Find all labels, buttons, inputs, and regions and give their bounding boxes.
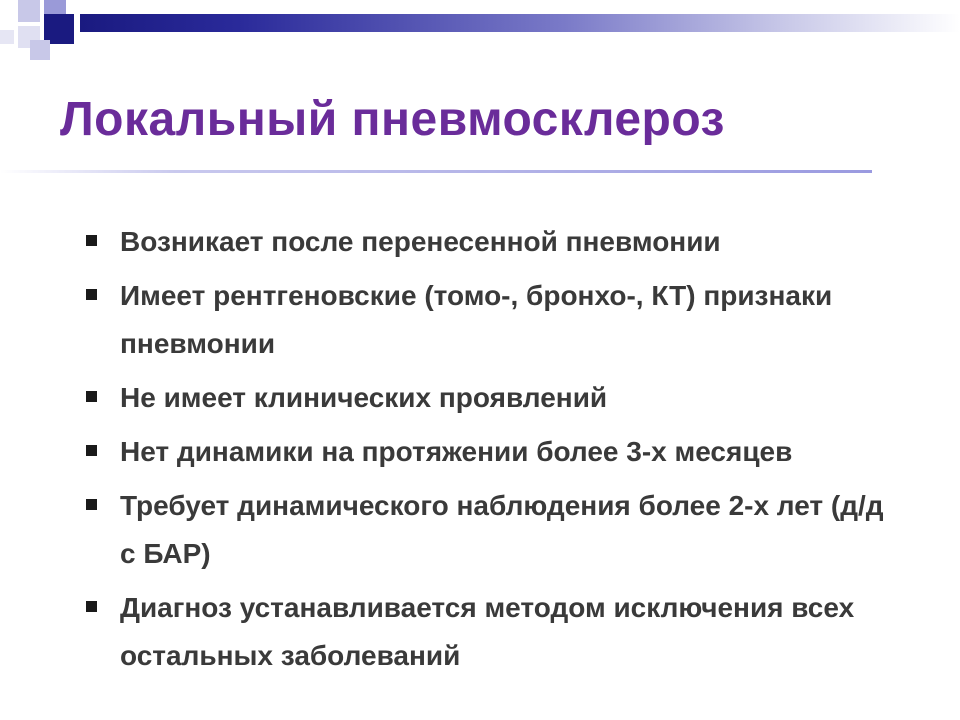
square-bullet-icon bbox=[86, 235, 97, 246]
square-bullet-icon bbox=[86, 391, 97, 402]
bullet-item bbox=[80, 584, 900, 680]
slide-title: Локальный пневмосклероз bbox=[60, 93, 725, 146]
bullet-item bbox=[80, 482, 900, 578]
square-bullet-icon bbox=[86, 289, 97, 300]
square-bullet-icon bbox=[86, 445, 97, 456]
header-gradient-bar bbox=[80, 14, 960, 32]
bullet-item bbox=[80, 374, 900, 422]
decor-square-5 bbox=[30, 40, 50, 60]
bullet-text: Диагноз устанавливается методом исключения всех остальных заболеваний bbox=[120, 592, 855, 671]
bullet-list bbox=[80, 218, 900, 686]
bullet-text: Требует динамического наблюдения более 2-х лет (д/д с БАР) bbox=[120, 490, 884, 569]
decor-square-2 bbox=[44, 0, 66, 14]
bullet-item bbox=[80, 428, 900, 476]
square-bullet-icon bbox=[86, 601, 97, 612]
square-bullet-icon bbox=[86, 499, 97, 510]
decor-square-1 bbox=[18, 0, 40, 22]
title-underline bbox=[0, 170, 872, 173]
bullet-item bbox=[80, 218, 900, 266]
bullet-text: Не имеет клинических проявлений bbox=[120, 382, 608, 413]
bullet-item bbox=[80, 272, 900, 368]
decor-square-6 bbox=[0, 30, 14, 44]
bullet-text: Нет динамики на протяжении более 3-х месяцев bbox=[120, 436, 793, 467]
bullet-text: Имеет рентгеновские (томо-, бронхо-, КТ) признаки пневмонии bbox=[120, 280, 833, 359]
bullet-text: Возникает после перенесенной пневмонии bbox=[120, 226, 721, 257]
